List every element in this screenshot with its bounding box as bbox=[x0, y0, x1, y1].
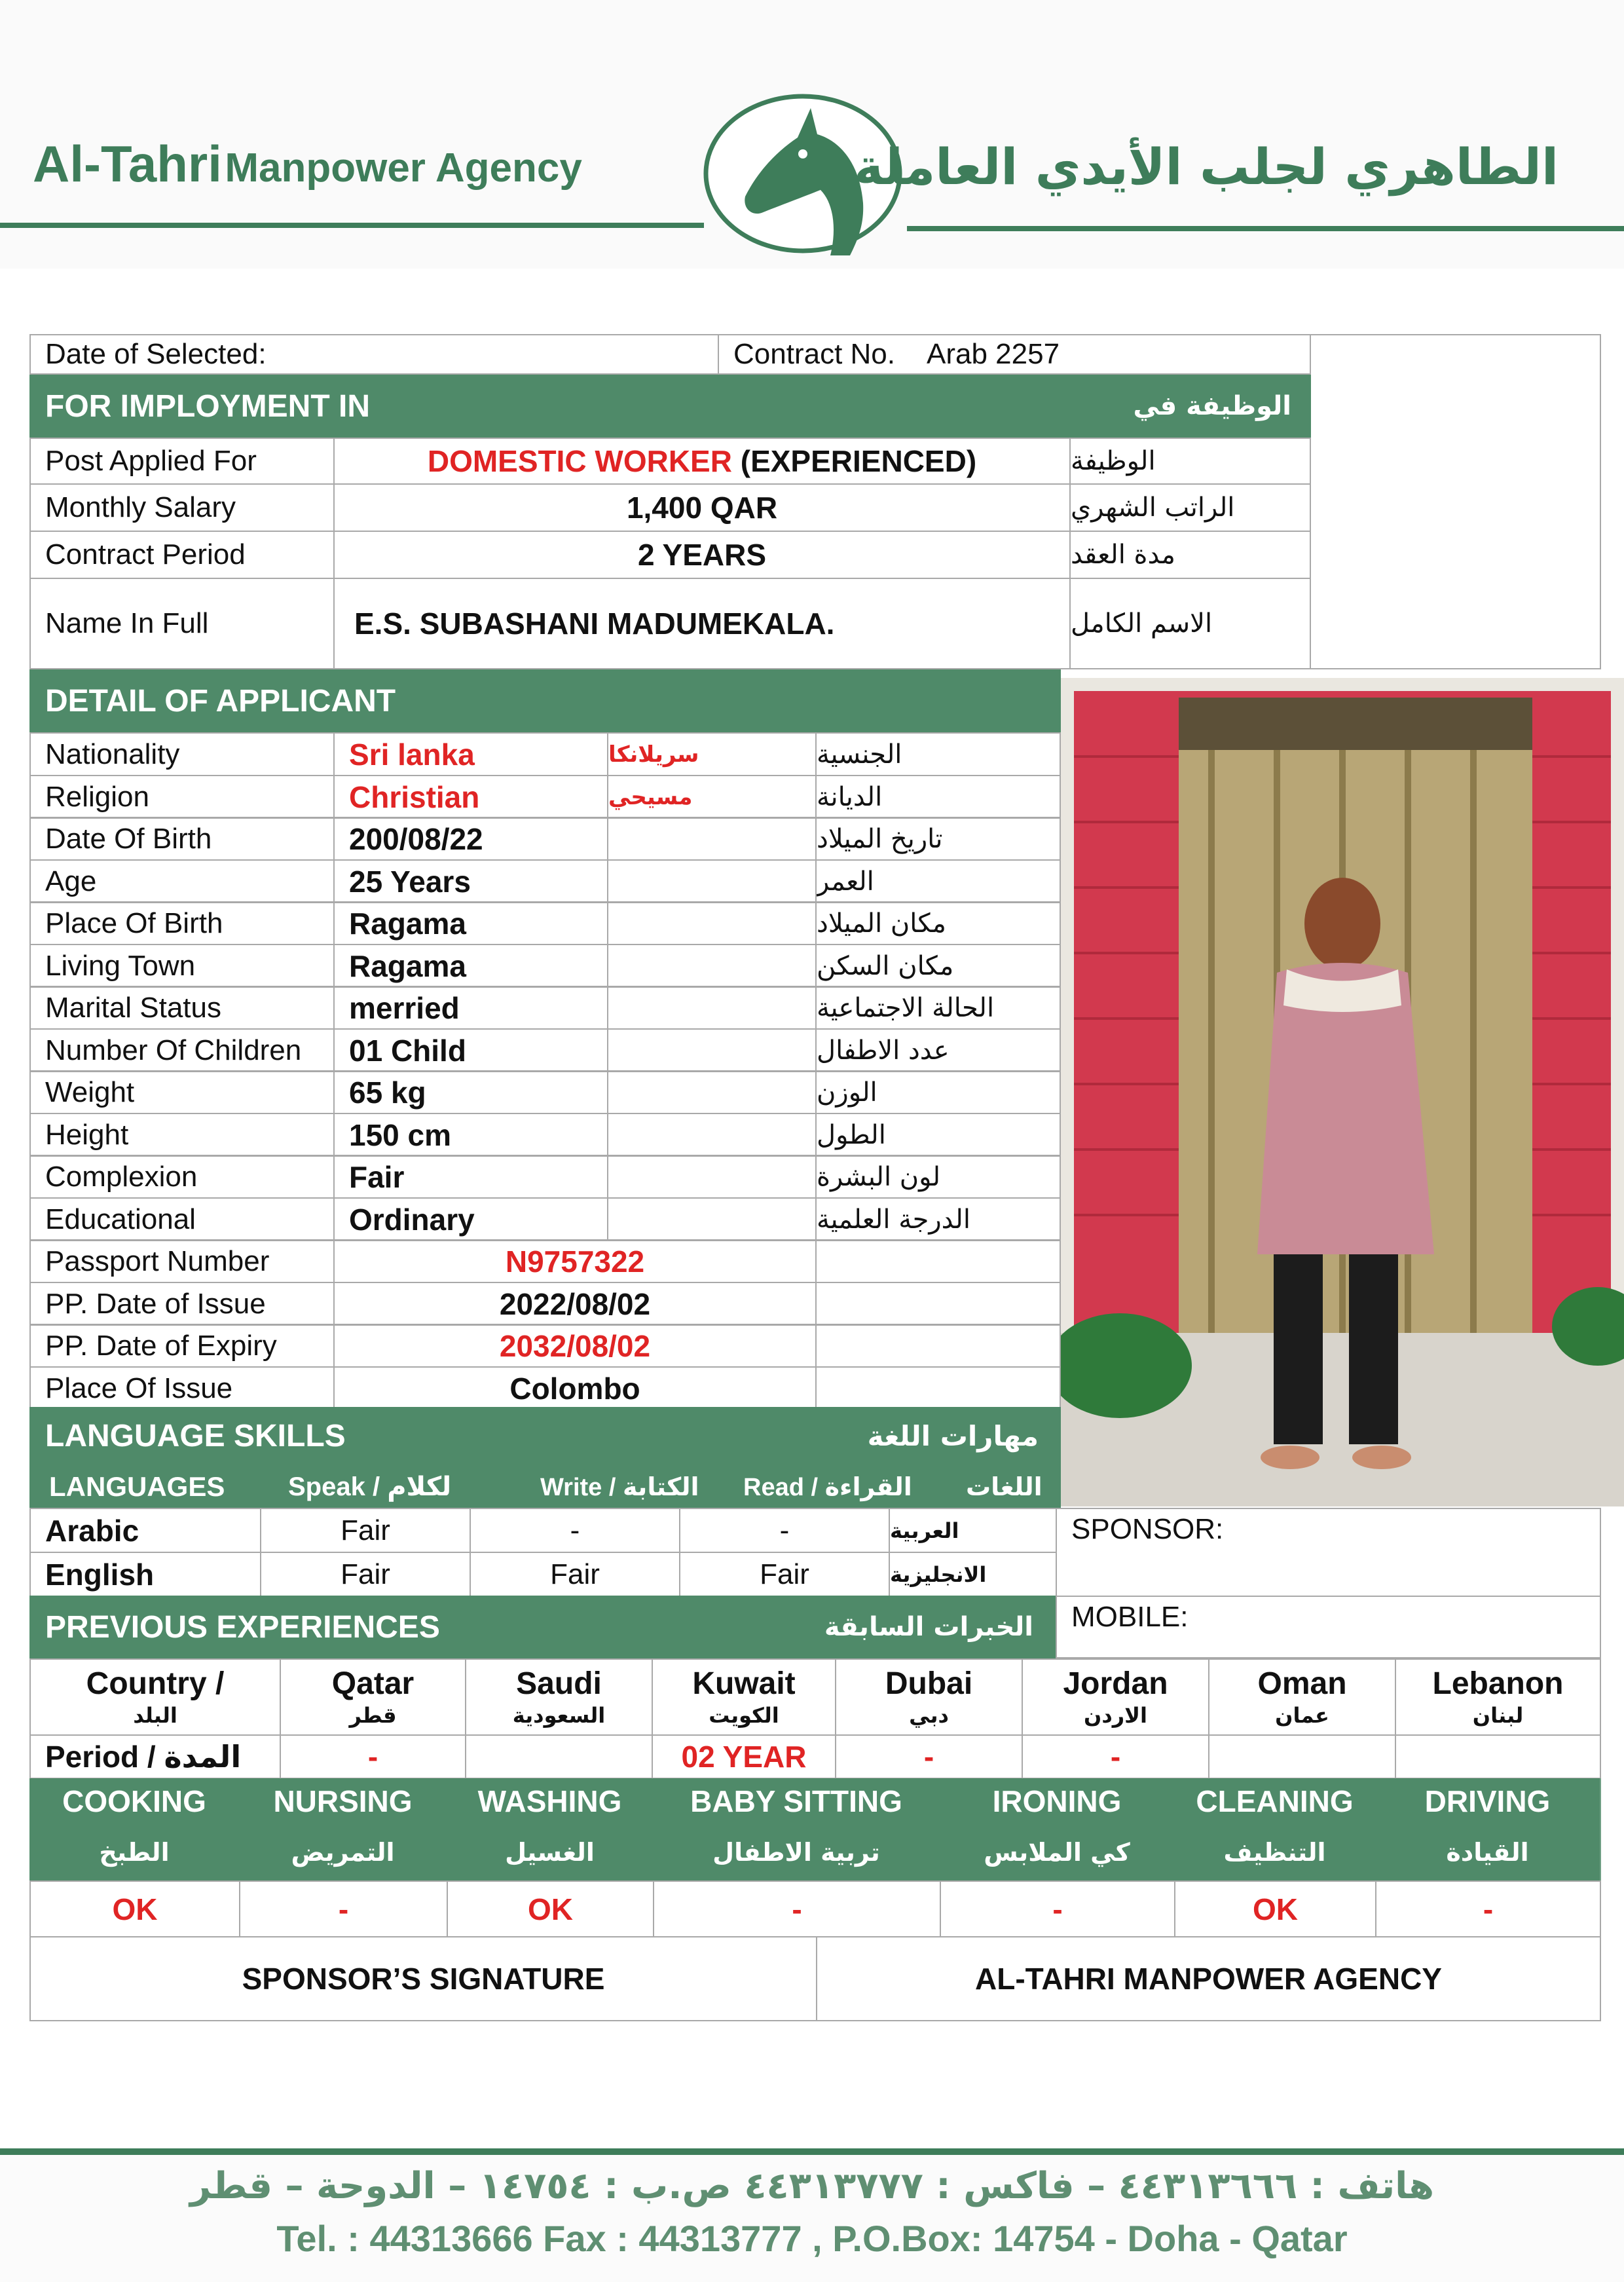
detail-value-arabic bbox=[607, 901, 817, 945]
country-name: Dubai bbox=[885, 1666, 973, 1701]
detail-arabic-label-text: الحالة الاجتماعية bbox=[817, 992, 995, 1023]
country-name-arabic: الكويت bbox=[709, 1703, 779, 1728]
skill-name-text: IRONING bbox=[992, 1784, 1122, 1818]
detail-value-arabic bbox=[607, 732, 817, 776]
country-name-arabic: لبنان bbox=[1472, 1703, 1524, 1728]
detail-value-arabic bbox=[607, 944, 817, 988]
detail-value-arabic-text: مسيحي bbox=[608, 783, 693, 810]
language-header-bar bbox=[29, 1465, 1061, 1509]
detail-arabic-label bbox=[815, 944, 1061, 988]
name-arabic-cell bbox=[1069, 578, 1311, 669]
detail-arabic-label bbox=[815, 817, 1061, 861]
employment-bar-title: FOR IMPLOYMENT IN bbox=[45, 388, 370, 424]
passport-value-text: 2022/08/02 bbox=[499, 1286, 651, 1321]
skill-name-text: WASHING bbox=[477, 1784, 622, 1818]
skill-value-text: - bbox=[792, 1892, 802, 1926]
skill-value bbox=[1375, 1880, 1601, 1937]
country-name-arabic: دبي bbox=[909, 1703, 949, 1728]
experience-period bbox=[280, 1734, 466, 1779]
applicant-name: E.S. SUBASHANI MADUMEKALA. bbox=[354, 607, 835, 641]
detail-label-text: Marital Status bbox=[45, 991, 221, 1024]
applicant-photo-image bbox=[1061, 678, 1624, 1506]
sponsor-signature-cell bbox=[29, 1936, 817, 2021]
skill-name-arabic bbox=[447, 1824, 654, 1880]
detail-value-text: Ordinary bbox=[349, 1202, 475, 1237]
detail-value bbox=[333, 901, 608, 945]
agency-signature: AL-TAHRI MANPOWER AGENCY bbox=[975, 1962, 1442, 1996]
skill-name-arabic-text: تربية الاطفال bbox=[712, 1838, 880, 1867]
agency-signature-cell bbox=[816, 1936, 1601, 2021]
read-header: Read / القراءة bbox=[743, 1473, 912, 1501]
passport-label-text: Passport Number bbox=[45, 1244, 270, 1277]
detail-arabic-label-text: لون البشرة bbox=[817, 1161, 941, 1192]
experience-period bbox=[1022, 1734, 1209, 1779]
language-write bbox=[470, 1552, 680, 1597]
period-label-cell bbox=[29, 531, 335, 579]
country-name: Jordan bbox=[1063, 1666, 1168, 1701]
country-header bbox=[1208, 1658, 1396, 1736]
contract-number: Arab 2257 bbox=[926, 338, 1060, 370]
detail-value-text: 150 cm bbox=[349, 1117, 452, 1152]
post-value: DOMESTIC WORKER bbox=[427, 444, 732, 478]
country-name-arabic: قطر bbox=[349, 1703, 397, 1728]
skill-name bbox=[447, 1778, 654, 1824]
detail-label bbox=[29, 986, 335, 1030]
detail-label bbox=[29, 1070, 335, 1114]
language-name bbox=[29, 1508, 261, 1553]
passport-label-text: PP. Date of Expiry bbox=[45, 1329, 277, 1362]
skill-name bbox=[239, 1778, 448, 1824]
salary-value-cell bbox=[333, 483, 1071, 532]
write-header: Write / الكتابة bbox=[540, 1473, 699, 1501]
language-write-text: Fair bbox=[550, 1558, 600, 1590]
detail-label-text: Place Of Birth bbox=[45, 907, 223, 939]
language-arabic bbox=[889, 1508, 1057, 1553]
speak-header: Speak / لكلام bbox=[288, 1472, 452, 1501]
skill-name bbox=[940, 1778, 1175, 1824]
skill-value-text: - bbox=[338, 1892, 349, 1926]
experience-period bbox=[29, 1734, 281, 1779]
sponsor-label: SPONSOR: bbox=[1071, 1513, 1224, 1545]
salary-arabic: الراتب الشهري bbox=[1071, 493, 1235, 523]
language-write bbox=[470, 1508, 680, 1553]
passport-label bbox=[29, 1324, 335, 1368]
language-name-text: Arabic bbox=[45, 1513, 139, 1548]
applicant-bar bbox=[29, 669, 1061, 732]
brand-name-english bbox=[33, 134, 582, 194]
detail-label bbox=[29, 817, 335, 861]
detail-value-arabic bbox=[607, 1028, 817, 1072]
detail-label-text: Nationality bbox=[45, 738, 180, 770]
detail-arabic-label bbox=[815, 1070, 1061, 1114]
detail-arabic-label-text: الجنسية bbox=[817, 739, 902, 770]
skill-name-arabic bbox=[1174, 1824, 1376, 1880]
detail-label bbox=[29, 775, 335, 819]
skill-name-arabic bbox=[29, 1824, 240, 1880]
skill-name-arabic bbox=[1375, 1824, 1601, 1880]
experience-period-text: - bbox=[1110, 1740, 1121, 1774]
country-name: Country / bbox=[86, 1666, 225, 1701]
skill-name-text: CLEANING bbox=[1196, 1784, 1354, 1818]
mobile-label: MOBILE: bbox=[1071, 1601, 1189, 1633]
detail-arabic-label bbox=[815, 1113, 1061, 1157]
detail-value-text: merried bbox=[349, 990, 460, 1025]
skill-name-arabic-text: الغسيل bbox=[505, 1838, 595, 1867]
skill-name-arabic-text: التنظيف bbox=[1223, 1838, 1326, 1867]
detail-value-arabic bbox=[607, 986, 817, 1030]
detail-arabic-label bbox=[815, 1028, 1061, 1072]
date-selected-label: Date of Selected: bbox=[45, 338, 267, 370]
post-label: Post Applied For bbox=[45, 445, 257, 477]
country-name-arabic: البلد bbox=[133, 1703, 177, 1728]
passport-value bbox=[333, 1366, 817, 1410]
detail-value-arabic bbox=[607, 859, 817, 903]
detail-label-text: Living Town bbox=[45, 949, 196, 982]
skill-name-arabic-text: القيادة bbox=[1446, 1838, 1529, 1867]
detail-arabic-label-text: العمر bbox=[817, 866, 874, 897]
name-value-cell bbox=[333, 578, 1071, 669]
skill-name-arabic-text: الطبخ bbox=[99, 1838, 170, 1867]
detail-arabic-label bbox=[815, 775, 1061, 819]
detail-arabic-label-text: الديانة bbox=[817, 781, 883, 812]
country-name-arabic: السعودية bbox=[512, 1703, 606, 1728]
footer-contact-english: Tel. : 44313666 Fax : 44313777 , P.O.Box: 14754 - Doha - Qatar bbox=[276, 2218, 1348, 2259]
detail-arabic-label-text: الدرجة العلمية bbox=[817, 1204, 970, 1235]
detail-value bbox=[333, 1070, 608, 1114]
experience-period-text: 02 YEAR bbox=[681, 1740, 807, 1774]
detail-value bbox=[333, 1113, 608, 1157]
detail-arabic-label bbox=[815, 986, 1061, 1030]
salary-label-cell bbox=[29, 483, 335, 532]
detail-value-text: Ragama bbox=[349, 948, 466, 983]
detail-arabic-label bbox=[815, 859, 1061, 903]
detail-value-text: 65 kg bbox=[349, 1075, 426, 1110]
language-speak bbox=[260, 1552, 471, 1597]
detail-label-text: Height bbox=[45, 1118, 129, 1151]
detail-label bbox=[29, 901, 335, 945]
passport-label bbox=[29, 1366, 335, 1410]
brand-sub: Manpower Agency bbox=[225, 145, 582, 191]
detail-value-arabic bbox=[607, 1155, 817, 1199]
language-name-text: English bbox=[45, 1557, 155, 1592]
passport-label-text: PP. Date of Issue bbox=[45, 1287, 266, 1320]
language-speak bbox=[260, 1508, 471, 1553]
skill-name-text: BABY SITTING bbox=[690, 1784, 902, 1818]
passport-value-text: 2032/08/02 bbox=[499, 1328, 651, 1363]
passport-blank bbox=[815, 1324, 1061, 1368]
language-read-text: Fair bbox=[760, 1558, 809, 1590]
detail-value-arabic-text: سريلانكا bbox=[608, 741, 699, 768]
detail-label-text: Age bbox=[45, 865, 97, 897]
detail-value-arabic bbox=[607, 775, 817, 819]
detail-value bbox=[333, 986, 608, 1030]
applicant-photo bbox=[1061, 678, 1624, 1506]
name-arabic: الاسم الكامل bbox=[1071, 608, 1213, 639]
applicant-bar-title: DETAIL OF APPLICANT bbox=[45, 683, 396, 719]
detail-label bbox=[29, 859, 335, 903]
skill-name-arabic bbox=[653, 1824, 941, 1880]
post-value-cell bbox=[333, 438, 1071, 485]
skill-name bbox=[29, 1778, 240, 1824]
post-experience: (EXPERIENCED) bbox=[740, 444, 977, 478]
detail-label bbox=[29, 732, 335, 776]
passport-label-text: Place Of Issue bbox=[45, 1372, 233, 1404]
skill-value bbox=[653, 1880, 941, 1937]
detail-value-arabic bbox=[607, 1197, 817, 1241]
skill-name-text: COOKING bbox=[62, 1784, 206, 1818]
detail-value bbox=[333, 859, 608, 903]
language-bar bbox=[29, 1407, 1061, 1465]
passport-label bbox=[29, 1282, 335, 1326]
detail-value-text: Fair bbox=[349, 1159, 405, 1194]
experience-bar-title: PREVIOUS EXPERIENCES bbox=[45, 1609, 440, 1645]
passport-label bbox=[29, 1239, 335, 1283]
experience-period bbox=[1395, 1734, 1601, 1779]
letterhead bbox=[0, 0, 1624, 269]
skill-value-text: - bbox=[1052, 1892, 1063, 1926]
country-name: Oman bbox=[1257, 1666, 1347, 1701]
languages-header-arabic: اللغات bbox=[966, 1472, 1043, 1501]
post-label-cell bbox=[29, 438, 335, 485]
skill-name-arabic-text: كي الملابس bbox=[984, 1838, 1130, 1867]
skill-name-text: DRIVING bbox=[1424, 1784, 1551, 1818]
skill-value bbox=[447, 1880, 654, 1937]
country-name-arabic: عمان bbox=[1275, 1703, 1329, 1728]
language-read bbox=[679, 1552, 890, 1597]
detail-arabic-label-text: الوزن bbox=[817, 1077, 877, 1108]
detail-label-text: Weight bbox=[45, 1076, 135, 1108]
detail-value bbox=[333, 732, 608, 776]
skill-value bbox=[29, 1880, 240, 1937]
language-speak-text: Fair bbox=[341, 1514, 390, 1546]
salary-arabic-cell bbox=[1069, 483, 1311, 532]
detail-value bbox=[333, 1155, 608, 1199]
languages-header: LANGUAGES bbox=[49, 1471, 225, 1502]
experience-bar-arabic: الخبرات السابقة bbox=[824, 1612, 1033, 1642]
salary-value: 1,400 QAR bbox=[626, 491, 778, 525]
period-label: Contract Period bbox=[45, 538, 246, 570]
experience-period bbox=[835, 1734, 1023, 1779]
passport-value bbox=[333, 1239, 817, 1283]
country-name-arabic: الاردن bbox=[1084, 1703, 1147, 1728]
contract-cell bbox=[718, 334, 1311, 375]
language-bar-title: LANGUAGE SKILLS bbox=[45, 1418, 346, 1453]
sponsor-cell bbox=[1056, 1508, 1601, 1597]
country-name: Kuwait bbox=[692, 1666, 796, 1701]
detail-label bbox=[29, 1113, 335, 1157]
footer-contact-arabic: هاتف : ٤٤٣١٣٦٦٦ – فاكس : ٤٤٣١٣٧٧٧ ص.ب : ١٤٧٥٤ – الدوحة – قطر bbox=[189, 2165, 1435, 2207]
skill-value bbox=[940, 1880, 1175, 1937]
experience-bar bbox=[29, 1596, 1056, 1658]
post-arabic: الوظيفة bbox=[1071, 446, 1156, 476]
header-rule-right bbox=[907, 226, 1624, 231]
country-header bbox=[465, 1658, 653, 1736]
post-arabic-cell bbox=[1069, 438, 1311, 485]
skill-value-text: - bbox=[1483, 1892, 1494, 1926]
detail-arabic-label bbox=[815, 1197, 1061, 1241]
detail-arabic-label-text: مكان السكن bbox=[817, 950, 954, 981]
detail-label-text: Educational bbox=[45, 1203, 196, 1235]
country-name: Qatar bbox=[331, 1666, 415, 1701]
language-write-text: - bbox=[570, 1514, 580, 1546]
detail-value bbox=[333, 817, 608, 861]
skill-name bbox=[1375, 1778, 1601, 1824]
skill-value bbox=[1174, 1880, 1376, 1937]
country-header bbox=[280, 1658, 466, 1736]
detail-value-text: Sri lanka bbox=[349, 737, 475, 772]
experience-period bbox=[652, 1734, 836, 1779]
detail-value-text: Christian bbox=[349, 779, 480, 814]
language-name bbox=[29, 1552, 261, 1597]
detail-arabic-label bbox=[815, 1155, 1061, 1199]
passport-blank bbox=[815, 1282, 1061, 1326]
detail-value bbox=[333, 1028, 608, 1072]
employment-bar-arabic: الوظيفة في bbox=[1133, 391, 1291, 421]
country-header bbox=[835, 1658, 1023, 1736]
footer-rule bbox=[0, 2148, 1624, 2155]
passport-value-text: Colombo bbox=[509, 1371, 640, 1406]
detail-arabic-label-text: مكان الميلاد bbox=[817, 908, 946, 939]
language-bar-arabic: مهارات اللغة bbox=[867, 1419, 1039, 1452]
detail-label bbox=[29, 1028, 335, 1072]
header-rule-left bbox=[0, 223, 704, 228]
period-arabic: مدة العقد bbox=[1071, 540, 1175, 570]
detail-label-text: Date Of Birth bbox=[45, 822, 212, 855]
period-value: 2 YEARS bbox=[637, 538, 767, 572]
passport-value-text: N9757322 bbox=[505, 1244, 645, 1279]
detail-value-text: 200/08/22 bbox=[349, 821, 483, 856]
detail-value-text: 01 Child bbox=[349, 1033, 466, 1068]
country-header bbox=[652, 1658, 836, 1736]
language-read bbox=[679, 1508, 890, 1553]
detail-label-text: Religion bbox=[45, 780, 149, 813]
experience-period-text: - bbox=[367, 1740, 378, 1774]
skill-value-text: OK bbox=[112, 1892, 158, 1926]
detail-value-arabic bbox=[607, 1113, 817, 1157]
detail-value bbox=[333, 775, 608, 819]
sponsor-signature: SPONSOR’S SIGNATURE bbox=[242, 1962, 605, 1996]
passport-blank bbox=[815, 1366, 1061, 1410]
right-blank-cell bbox=[1310, 334, 1601, 669]
skill-value-text: OK bbox=[528, 1892, 573, 1926]
country-name: Lebanon bbox=[1432, 1666, 1564, 1701]
brand-name-arabic: الطاهري لجلب الأيدي العاملة bbox=[854, 138, 1559, 196]
skill-value-text: OK bbox=[1253, 1892, 1298, 1926]
employment-bar bbox=[29, 375, 1311, 438]
language-arabic-text: العربية bbox=[890, 1518, 959, 1543]
detail-arabic-label-text: الطول bbox=[817, 1119, 886, 1150]
period-value-cell bbox=[333, 531, 1071, 579]
skill-name-arabic-text: التمريض bbox=[291, 1838, 395, 1867]
skill-name bbox=[1174, 1778, 1376, 1824]
passport-value bbox=[333, 1282, 817, 1326]
name-label: Name In Full bbox=[45, 607, 209, 639]
skill-name-arabic bbox=[940, 1824, 1175, 1880]
country-header bbox=[29, 1658, 281, 1736]
detail-value bbox=[333, 944, 608, 988]
detail-value bbox=[333, 1197, 608, 1241]
detail-label bbox=[29, 1155, 335, 1199]
experience-period bbox=[1208, 1734, 1396, 1779]
language-arabic-text: الانجليزية bbox=[890, 1562, 987, 1587]
detail-arabic-label bbox=[815, 901, 1061, 945]
skill-name-text: NURSING bbox=[273, 1784, 413, 1818]
name-label-cell bbox=[29, 578, 335, 669]
detail-label bbox=[29, 944, 335, 988]
detail-label bbox=[29, 1197, 335, 1241]
skill-name bbox=[653, 1778, 941, 1824]
date-selected-cell bbox=[29, 334, 719, 375]
detail-label-text: Complexion bbox=[45, 1160, 198, 1193]
detail-arabic-label-text: عدد الاطفال bbox=[817, 1035, 950, 1066]
detail-arabic-label-text: تاريخ الميلاد bbox=[817, 823, 943, 854]
experience-period-text: Period / المدة bbox=[45, 1740, 242, 1774]
language-read-text: - bbox=[779, 1514, 790, 1546]
period-arabic-cell bbox=[1069, 531, 1311, 579]
detail-value-text: Ragama bbox=[349, 906, 466, 941]
mobile-cell bbox=[1056, 1596, 1601, 1658]
country-header bbox=[1395, 1658, 1601, 1736]
country-header bbox=[1022, 1658, 1209, 1736]
salary-label: Monthly Salary bbox=[45, 491, 236, 523]
experience-period bbox=[465, 1734, 653, 1779]
brand-main: Al-Tahri bbox=[33, 135, 222, 193]
language-arabic bbox=[889, 1552, 1057, 1597]
detail-value-arabic bbox=[607, 1070, 817, 1114]
detail-arabic-label bbox=[815, 732, 1061, 776]
detail-value-text: 25 Years bbox=[349, 864, 471, 899]
detail-value-arabic bbox=[607, 817, 817, 861]
country-name: Saudi bbox=[516, 1666, 602, 1701]
contract-label: Contract No. bbox=[733, 338, 895, 370]
detail-label-text: Number Of Children bbox=[45, 1034, 302, 1066]
language-speak-text: Fair bbox=[341, 1558, 390, 1590]
skill-value bbox=[239, 1880, 448, 1937]
experience-period-text: - bbox=[923, 1740, 934, 1774]
passport-value bbox=[333, 1324, 817, 1368]
passport-blank bbox=[815, 1239, 1061, 1283]
skill-name-arabic bbox=[239, 1824, 448, 1880]
